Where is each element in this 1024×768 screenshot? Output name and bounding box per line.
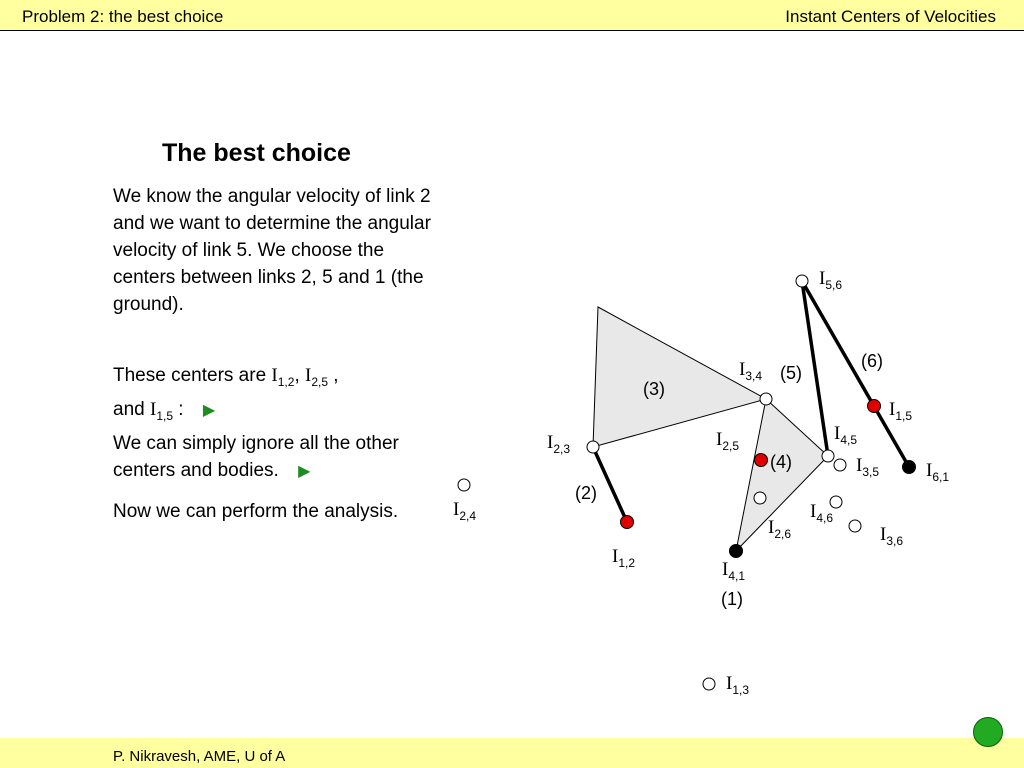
play-arrow-icon[interactable]: ▶ bbox=[202, 401, 216, 419]
center-ref-2-5: $I_{2,5}$ bbox=[305, 365, 329, 389]
center-6-1-marker bbox=[903, 461, 916, 474]
play-arrow-icon[interactable]: ▶ bbox=[298, 463, 311, 480]
center-3-4-marker bbox=[760, 393, 772, 405]
center-label: $I_{2,5}$ bbox=[716, 429, 740, 453]
slide-section-title: Problem 2: the best choice bbox=[22, 7, 224, 26]
center-2-5-marker bbox=[755, 454, 768, 467]
author-credit: P. Nikravesh, AME, U of A bbox=[113, 748, 286, 765]
center-label: $I_{5,6}$ bbox=[819, 268, 843, 292]
center-label: $I_{3,4}$ bbox=[739, 359, 763, 383]
link-5-bar bbox=[802, 281, 828, 456]
center-label: $I_{4,1}$ bbox=[722, 559, 746, 583]
presentation-title: Instant Centers of Velocities bbox=[785, 7, 996, 26]
paragraph-centers: These centers are $I_{1,2}$, $I_{2,5}$ , and $I_{1,5}$ : ▶ bbox=[113, 365, 339, 423]
centers-and: and bbox=[113, 398, 145, 420]
center-3-6-marker bbox=[849, 520, 861, 532]
center-label: $I_{2,3}$ bbox=[547, 432, 571, 456]
center-1-2-marker bbox=[621, 516, 634, 529]
center-label: $I_{3,5}$ bbox=[856, 455, 880, 479]
link-2-bar bbox=[593, 447, 627, 522]
footer-bar bbox=[0, 738, 1024, 768]
link-label-1: (1) bbox=[721, 589, 743, 609]
center-4-1-marker bbox=[730, 545, 743, 558]
centers-prefix: These centers are bbox=[113, 365, 267, 386]
center-2-6-marker bbox=[754, 492, 766, 504]
center-label: $I_{3,6}$ bbox=[880, 524, 904, 548]
center-label: $I_{6,1}$ bbox=[926, 460, 950, 484]
link-label-6: (6) bbox=[861, 351, 883, 371]
center-1-5-marker bbox=[868, 400, 881, 413]
center-4-5-marker bbox=[822, 450, 834, 462]
paragraph-intro: We know the angular velocity of link 2 and we want to determine the angular velocity of link 5. We choose the centers between links 2, 5 and 1 (the ground). bbox=[113, 186, 431, 315]
center-1-3-marker bbox=[703, 678, 715, 690]
center-3-5-marker bbox=[834, 459, 846, 471]
center-2-3-marker bbox=[587, 441, 599, 453]
paragraph-ignore: We can simply ignore all the other centers and bodies. ▶ bbox=[113, 430, 433, 485]
link-label-3: (3) bbox=[643, 379, 665, 399]
home-button[interactable] bbox=[973, 717, 1003, 747]
center-ref-1-2: $I_{1,2}$ bbox=[271, 365, 295, 389]
center-label: $I_{1,2}$ bbox=[612, 546, 636, 570]
center-ref-1-5: $I_{1,5}$ bbox=[149, 398, 173, 423]
link-label-2: (2) bbox=[575, 483, 597, 503]
center-label: $I_{1,5}$ bbox=[889, 399, 913, 423]
center-label: $I_{2,4}$ bbox=[453, 499, 477, 523]
paragraph-analysis: Now we can perform the analysis. bbox=[113, 501, 399, 522]
link-label-4: (4) bbox=[770, 452, 792, 472]
center-label: $I_{4,5}$ bbox=[834, 423, 858, 447]
center-2-4-marker bbox=[458, 479, 470, 491]
slide-title: The best choice bbox=[162, 139, 351, 167]
center-label: $I_{4,6}$ bbox=[810, 501, 834, 525]
center-label: $I_{1,3}$ bbox=[726, 673, 750, 697]
link-label-5: (5) bbox=[780, 363, 802, 383]
center-label: $I_{2,6}$ bbox=[768, 517, 792, 541]
center-5-6-marker bbox=[796, 275, 808, 287]
